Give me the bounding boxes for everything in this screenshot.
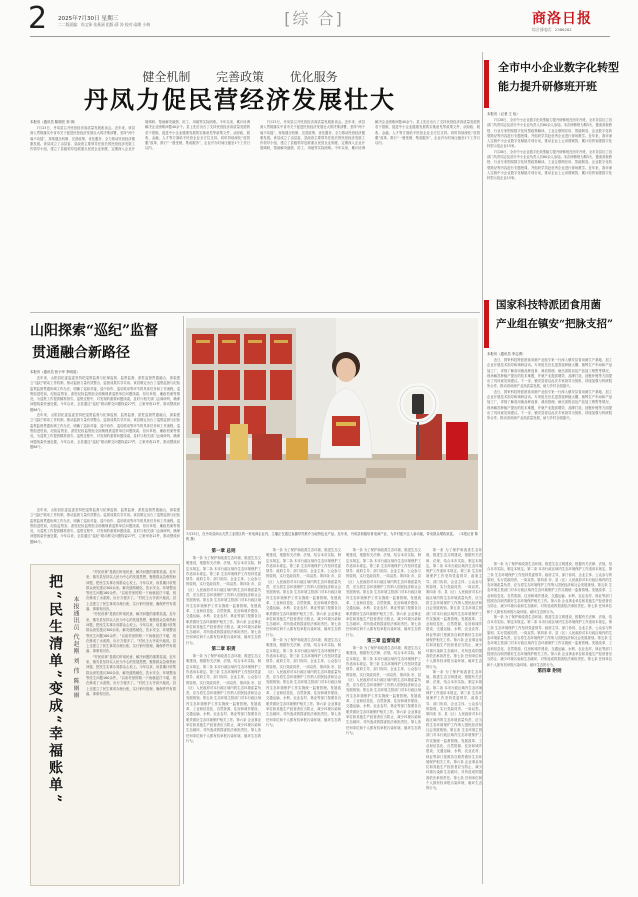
patrol-headline-line-1: 山阳探索“巡纪”监督 [30, 323, 159, 339]
regulation-text-5: 第一条 为了保护和改善生态环境，推进生态文明建设，根据有关法律、法规，结合本市实际，制定本规定。第二条 本市行政区域内生态环境保护工作适用本规定。第三条 生态环境保护工作坚持党委领导、政府主导、部门协同、企业主体、公众参与的原则，实行党政同责、一岗双责。第四条 市、县（区）人民政府对本行政区域内的生态环境质量负责，应当将生态环境保护工作纳入国民经济和社会发展规划。第五条 生态环境主管部门对本行政区域内生态环境保护工作实施统一监督管理。发展改革、工业和信息化、自然资源、住房和城乡建设、交通运输、水利、农业农村、林业等部门按照各自职责做好生态环境保护相关工作。第六条 企业事业单位和其他生产经营者应当防止、减少环境污染和生态破坏，对所造成的损害依法承担责任。第七条 任何单位和个人都有权举报污染环境、破坏生态的行为。 [346, 548, 421, 637]
section-label [270, 8, 358, 30]
right-article-1-byline: 本报讯（记者 王 怡） [487, 112, 520, 116]
regulation-col-3 [346, 548, 421, 884]
editor-line: 二二版面编：尚文锋 张燕丽 组版:薛 涛 校对:高朗 小韩 [58, 22, 151, 27]
regulation-text-4: 第一条 为了保护和改善生态环境，推进生态文明建设，根据有关法律、法规，结合本市实际，制定本规定。第二条 本市行政区域内生态环境保护工作适用本规定。第三条 生态环境保护工作坚持党委领导、政府主导、部门协同、企业主体、公众参与的原则，实行党政同责、一岗双责。第四条 市、县（区）人民政府对本行政区域内的生态环境质量负责，应当将生态环境保护工作纳入国民经济和社会发展规划。第五条 生态环境主管部门对本行政区域内生态环境保护工作实施统一监督管理。发展改革、工业和信息化、自然资源、住房和城乡建设、交通运输、水利、农业农村、林业等部门按照各自职责做好生态环境保护相关工作。第六条 企业事业单位和其他生产经营者应当防止、减少环境污染和生态破坏，对所造成的损害依法承担责任。第七条 任何单位和个人都有权举报污染环境、破坏生态的行为。 [266, 638, 341, 727]
regulation-chapter-3: 第三章 监督追责 [366, 639, 401, 645]
right-article-2-text: 近日，国家科技特派团食用菌产业组专家一行深入镇安县食用菌生产基地、加工企业开展技术指导和调研活动。专家组先后走进香菇种植大棚、菌棒生产车间和产品加工厂，详细了解食用菌品种选育、栽培管理、病虫害防治及产品加工销售等情况，现场解答种植户提出的技术难题，并就产业提质增效、品牌打造、延链补链等方面提出了具体意见和建议。下一步，镇安县将以此次专家指导为契机，持续加强与科研院所合作，推动食用菌产业高质量发展，助力乡村全面振兴。 [487, 358, 612, 389]
right-article-2-headline-line-2: 产业组在镇安“把脉支招” [496, 318, 614, 330]
regulation-text-10: 第一条 为了保护和改善生态环境，推进生态文明建设，根据有关法律、法规，结合本市实际，制定本规定。第二条 本市行政区域内生态环境保护工作适用本规定。第三条 生态环境保护工作坚持党委领导、政府主导、部门协同、企业主体、公众参与的原则，实行党政同责、一岗双责。第四条 市、县（区）人民政府对本行政区域内的生态环境质量负责，应当将生态环境保护工作纳入国民经济和社会发展规划。第五条 生态环境主管部门对本行政区域内生态环境保护工作实施统一监督管理。发展改革、工业和信息化、自然资源、住房和城乡建设、交通运输、水利、农业农村、林业等部门按照各自职责做好生态环境保护相关工作。第六条 企业事业单位和其他生产经营者应当防止、减少环境污染和生态破坏，对所造成的损害依法承担责任。第七条 任何单位和个人都有权举报污染环境、破坏生态的行为。 [487, 614, 612, 667]
regulation-text-3: 第一条 为了保护和改善生态环境，推进生态文明建设，根据有关法律、法规，结合本市实际，制定本规定。第二条 本市行政区域内生态环境保护工作适用本规定。第三条 生态环境保护工作坚持党委领导、政府主导、部门协同、企业主体、公众参与的原则，实行党政同责、一岗双责。第四条 市、县（区）人民政府对本行政区域内的生态环境质量负责，应当将生态环境保护工作纳入国民经济和社会发展规划。第五条 生态环境主管部门对本行政区域内生态环境保护工作实施统一监督管理。发展改革、工业和信息化、自然资源、住房和城乡建设、交通运输、水利、农业农村、林业等部门按照各自职责做好生态环境保护相关工作。第六条 企业事业单位和其他生产经营者应当防止、减少环境污染和生态破坏，对所造成的损害依法承担责任。第七条 任何单位和个人都有权举报污染环境、破坏生态的行为。 [266, 548, 341, 637]
regulation-chapter-1: 第一章 总则 [211, 549, 236, 554]
header-rule [30, 36, 610, 37]
section-divider-1 [30, 312, 480, 313]
paper-name: 商洛日报 [532, 11, 592, 27]
lead-body-text: 7月23日，丹凤县召开民营经济高质量发展座谈会。近年来，该县深入贯彻落实中省市关于促进民营经济发展壮大的决策部署，坚持“两个毫不动摇”，持续健全机制、完善政策、优化服务，全力推动民营经济健康发展。该县成立了由县委、县政府主要领导任组长的民营经济发展工作领导小组，建立了县级领导包联重点民营企业制度，定期深入企业开展调研，帮助解决融资、用工、用地等实际困难。今年以来，累计协调解决企业困难问题40余个。县上先后出台了支持民营经济高质量发展的若干措施、促进中小企业健康发展的实施意见等政策文件，从财政、税收、金融、人才等方面给予民营企业全方位支持。同时持续深化“放管服”改革，推行“一窗受理、集成服务”，企业开办时间压缩至1个工作日以内。 [30, 120, 250, 152]
right-article-2-headline-line-1: 国家科技特派团食用菌 [496, 299, 601, 311]
patrol-body-text-col-2: 近年来，山阳县纪委监委坚持把巡察监督与纪律监督、监察监督、派驻监督贯通融合，探索建立“巡纪”联动工作机制，推动监督力量有效整合、监督成果共享共用。该县制定出台了巡察监督与纪检监察监督贯通协调工作办法，明确了巡前对接、巡中协作、巡后联动等环节的具体任务和工作流程。巡察组进驻前，纪检监察室、派驻纪检监察组全面梳理被巡察单位问题线索、信访举报、廉政档案等情况，为巡察工作提供精准指引。巡察过程中，对发现的重要问题线索，及时与相关部门会商研判，确保问题线索快速处置。今年以来，全县通过“巡纪”联动移交问题线索27件，立案审查12件，推动整改问题86个。 [30, 508, 180, 544]
right-article-2-body [487, 352, 612, 558]
right-article-1-headline-line-1: 全市中小企业数字化转型 [498, 61, 619, 74]
right-article-1-text: 7月28日，全市中小企业数字化转型能力提升研修班在西安开班，全市各县区工信部门负责同志及部分中小企业负责人共60余人参加。本次研修班为期5天，邀请高校教授、行业专家围绕数字化转型政策解读、工业互联网应用、智能制造、企业数字化转型路径等内容进行专题授课，并组织学员赴优秀企业进行现场教学。近年来，我市深入实施中小企业数字化赋能专项行动，推动企业上云用数赋智，累计培育省级数字化转型示范企业15家。 [487, 118, 612, 149]
lead-body-text-cont: 7月23日，丹凤县召开民营经济高质量发展座谈会。近年来，该县深入贯彻落实中省市关于促进民营经济发展壮大的决策部署，坚持“两个毫不动摇”，持续健全机制、完善政策、优化服务，全力推动民营经济健康发展。该县成立了由县委、县政府主要领导任组长的民营经济发展工作领导小组，建立了县级领导包联重点民营企业制度，定期深入企业开展调研，帮助解决融资、用工、用地等实际困难。今年以来，累计协调解决企业困难问题40余个。县上先后出台了支持民营经济高质量发展的若干措施、促进中小企业健康发展的实施意见等政策文件，从财政、税收、金融、人才等方面给予民营企业全方位支持。同时持续深化“放管服”改革，推行“一窗受理、集成服务”，企业开办时间压缩至1个工作日以内。 [260, 120, 480, 151]
regulation-text-8: 第一条 为了保护和改善生态环境，推进生态文明建设，根据有关法律、法规，结合本市实际，制定本规定。第二条 本市行政区域内生态环境保护工作适用本规定。第三条 生态环境保护工作坚持党委领导、政府主导、部门协同、企业主体、公众参与的原则，实行党政同责、一岗双责。第四条 市、县（区）人民政府对本行政区域内的生态环境质量负责，应当将生态环境保护工作纳入国民经济和社会发展规划。第五条 生态环境主管部门对本行政区域内生态环境保护工作实施统一监督管理。发展改革、工业和信息化、自然资源、住房和城乡建设、交通运输、水利、农业农村、林业等部门按照各自职责做好生态环境保护相关工作。第六条 企业事业单位和其他生产经营者应当防止、减少环境污染和生态破坏，对所造成的损害依法承担责任。第七条 任何单位和个人都有权举报污染环境、破坏生态的行为。 [426, 669, 482, 791]
section-title: 综 合 [292, 9, 336, 28]
photo-illustration [186, 318, 478, 530]
regulation-col-2 [266, 548, 341, 884]
right-article-1-headline [498, 58, 618, 96]
patrol-body-text-cont: 近年来，山阳县纪委监委坚持把巡察监督与纪律监督、监察监督、派驻监督贯通融合，探索建立“巡纪”联动工作机制，推动监督力量有效整合、监督成果共享共用。该县制定出台了巡察监督与纪检监察监督贯通协调工作办法，明确了巡前对接、巡中协作、巡后联动等环节的具体任务和工作流程。巡察组进驻前，纪检监察室、派驻纪检监察组全面梳理被巡察单位问题线索、信访举报、廉政档案等情况，为巡察工作提供精准指引。巡察过程中，对发现的重要问题线索，及时与相关部门会商研判，确保问题线索快速处置。今年以来，全县通过“巡纪”联动移交问题线索27件，立案审查12件，推动整改问题86个。 [30, 413, 180, 449]
section-bracket-left: [ [284, 9, 293, 28]
right-article-2-bar [484, 300, 489, 348]
sidebar-column-author: 本报通讯员 代赵刚 刘 伟 陈丽丽 [72, 596, 79, 699]
regulation-col-5 [487, 562, 612, 884]
right-article-1-bar [484, 60, 489, 108]
patrol-headline [30, 320, 180, 364]
column-divider-1 [482, 52, 483, 884]
regulation-text-9: 第一条 为了保护和改善生态环境，推进生态文明建设，根据有关法律、法规，结合本市实际，制定本规定。第二条 本市行政区域内生态环境保护工作适用本规定。第三条 生态环境保护工作坚持党委领导、政府主导、部门协同、企业主体、公众参与的原则，实行党政同责、一岗双责。第四条 市、县（区）人民政府对本行政区域内的生态环境质量负责，应当将生态环境保护工作纳入国民经济和社会发展规划。第五条 生态环境主管部门对本行政区域内生态环境保护工作实施统一监督管理。发展改革、工业和信息化、自然资源、住房和城乡建设、交通运输、水利、农业农村、林业等部门按照各自职责做好生态环境保护相关工作。第六条 企业事业单位和其他生产经营者应当防止、减少环境污染和生态破坏，对所造成的损害依法承担责任。第七条 任何单位和个人都有权举报污染环境、破坏生态的行为。 [487, 562, 612, 614]
lead-body [30, 120, 480, 308]
page-number: 2 [28, 1, 48, 36]
right-article-2-headline [496, 296, 620, 334]
patrol-body-col-2 [30, 508, 180, 556]
regulation-col-4 [426, 548, 482, 884]
date-line: 2025年7月30日 星期三 [58, 16, 119, 22]
right-article-1-text-cont: 7月28日，全市中小企业数字化转型能力提升研修班在西安开班，全市各县区工信部门负责同志及部分中小企业负责人共60余人参加。本次研修班为期5天，邀请高校教授、行业专家围绕数字化转型政策解读、工业互联网应用、智能制造、企业数字化转型路径等内容进行专题授课，并组织学员赴优秀企业进行现场教学。近年来，我市深入实施中小企业数字化赋能专项行动，推动企业上云用数赋智，累计培育省级数字化转型示范企业15家。 [487, 149, 612, 181]
right-article-1-headline-line-2: 能力提升研修班开班 [498, 80, 597, 93]
kicker-1: 健全机制 [142, 70, 191, 84]
kicker-3: 优化服务 [289, 70, 338, 84]
patrol-headline-line-2: 贯通融合新路径 [32, 345, 130, 361]
regulation-text-6: 第一条 为了保护和改善生态环境，推进生态文明建设，根据有关法律、法规，结合本市实际，制定本规定。第二条 本市行政区域内生态环境保护工作适用本规定。第三条 生态环境保护工作坚持党委领导、政府主导、部门协同、企业主体、公众参与的原则，实行党政同责、一岗双责。第四条 市、县（区）人民政府对本行政区域内的生态环境质量负责，应当将生态环境保护工作纳入国民经济和社会发展规划。第五条 生态环境主管部门对本行政区域内生态环境保护工作实施统一监督管理。发展改革、工业和信息化、自然资源、住房和城乡建设、交通运输、水利、农业农村、林业等部门按照各自职责做好生态环境保护相关工作。第六条 企业事业单位和其他生产经营者应当防止、减少环境污染和生态破坏，对所造成的损害依法承担责任。第七条 任何单位和个人都有权举报污染环境、破坏生态的行为。 [346, 646, 421, 735]
sidebar-column-title: 把“民生清单”变成“幸福账单” [47, 574, 63, 806]
photo-caption-text: 7月25日，在丹凤县商山天然工业园区的一家电商企业内，主播正在通过直播带货推介当地特色农产品。近年来，丹凤县积极培育电商产业，为乡村振兴注入新动能，带动群众增收致富。 [186, 532, 457, 536]
patrol-body-text: 近年来，山阳县纪委监委坚持把巡察监督与纪律监督、监察监督、派驻监督贯通融合，探索建立“巡纪”联动工作机制，推动监督力量有效整合、监督成果共享共用。该县制定出台了巡察监督与纪检监察监督贯通协调工作办法，明确了巡前对接、巡中协作、巡后联动等环节的具体任务和工作流程。巡察组进驻前，纪检监察室、派驻纪检监察组全面梳理被巡察单位问题线索、信访举报、廉政档案等情况，为巡察工作提供精准指引。巡察过程中，对发现的重要问题线索，及时与相关部门会商研判，确保问题线索快速处置。今年以来，全县通过“巡纪”联动移交问题线索27件，立案审查12件，推动整改问题86个。 [30, 376, 180, 412]
lead-headline: 丹凤力促民营经济发展壮大 [84, 85, 396, 114]
sidebar-column-body [86, 570, 176, 882]
right-article-1-body [487, 112, 612, 292]
lead-kicker [110, 68, 370, 85]
sidebar-column-text: “村民说事”是我们听取民意、解决问题的重要渠道。近年来，镇安县坚持以人民为中心的发展思想，聚焦群众急难愁盼问题，把民生实事办到群众心坎上。今年以来，该县累计收集群众意见建议300余条，解决道路硬化、饮水安全、环境整治等民生问题160余件。“以前村里的路一下雨就泥泞不堪，现在修成了水泥路，出行方便多了。”村民王大爷高兴地说。县上还建立了民生事项办理台账，实行销号管理，确保件件有着落、事事有回音。 [86, 570, 176, 612]
regulation-col-1 [186, 548, 261, 884]
sidebar-column-text-cont: “村民说事”是我们听取民意、解决问题的重要渠道。近年来，镇安县坚持以人民为中心的发展思想，聚焦群众急难愁盼问题，把民生实事办到群众心坎上。今年以来，该县累计收集群众意见建议300余条，解决道路硬化、饮水安全、环境整治等民生问题160余件。“以前村里的路一下雨就泥泞不堪，现在修成了水泥路，出行方便多了。”村民王大爷高兴地说。县上还建立了民生事项办理台账，实行销号管理，确保件件有着落、事事有回音。 [86, 612, 176, 654]
section-bracket-right: ] [335, 9, 344, 28]
hotline-line: 综合部电话：2386282 [532, 27, 572, 32]
news-photo [186, 318, 478, 530]
patrol-byline: 本报讯（通讯员 张小华 李明清） [30, 370, 80, 374]
lead-byline: 本报讯（通讯员 陈刚亮 刘 琪） [30, 120, 78, 124]
right-article-2-text-cont: 近日，国家科技特派团食用菌产业组专家一行深入镇安县食用菌生产基地、加工企业开展技术指导和调研活动。专家组先后走进香菇种植大棚、菌棒生产车间和产品加工厂，详细了解食用菌品种选育、栽培管理、病虫害防治及产品加工销售等情况，现场解答种植户提出的技术难题，并就产业提质增效、品牌打造、延链补链等方面提出了具体意见和建议。下一步，镇安县将以此次专家指导为契机，持续加强与科研院所合作，推动食用菌产业高质量发展，助力乡村全面振兴。 [487, 389, 612, 421]
right-article-2-byline: 本报讯（通讯员 李志勇） [487, 352, 526, 356]
regulation-text-7: 第一条 为了保护和改善生态环境，推进生态文明建设，根据有关法律、法规，结合本市实际，制定本规定。第二条 本市行政区域内生态环境保护工作适用本规定。第三条 生态环境保护工作坚持党委领导、政府主导、部门协同、企业主体、公众参与的原则，实行党政同责、一岗双责。第四条 市、县（区）人民政府对本行政区域内的生态环境质量负责，应当将生态环境保护工作纳入国民经济和社会发展规划。第五条 生态环境主管部门对本行政区域内生态环境保护工作实施统一监督管理。发展改革、工业和信息化、自然资源、住房和城乡建设、交通运输、水利、农业农村、林业等部门按照各自职责做好生态环境保护相关工作。第六条 企业事业单位和其他生产经营者应当防止、减少环境污染和生态破坏，对所造成的损害依法承担责任。第七条 任何单位和个人都有权举报污染环境、破坏生态的行为。 [426, 548, 482, 669]
regulation-text-1: 第一条 为了保护和改善生态环境，推进生态文明建设，根据有关法律、法规，结合本市实际，制定本规定。第二条 本市行政区域内生态环境保护工作适用本规定。第三条 生态环境保护工作坚持党委领导、政府主导、部门协同、企业主体、公众参与的原则，实行党政同责、一岗双责。第四条 市、县（区）人民政府对本行政区域内的生态环境质量负责，应当将生态环境保护工作纳入国民经济和社会发展规划。第五条 生态环境主管部门对本行政区域内生态环境保护工作实施统一监督管理。发展改革、工业和信息化、自然资源、住房和城乡建设、交通运输、水利、农业农村、林业等部门按照各自职责做好生态环境保护相关工作。第六条 企业事业单位和其他生产经营者应当防止、减少环境污染和生态破坏，对所造成的损害依法承担责任。第七条 任何单位和个人都有权举报污染环境、破坏生态的行为。 [186, 556, 261, 645]
patrol-body [30, 370, 180, 505]
regulation-chapter-4: 第四章 附则 [537, 668, 562, 674]
photo-caption [186, 532, 478, 542]
column-divider-2 [183, 316, 184, 884]
sidebar-column-text-cont-2: “村民说事”是我们听取民意、解决问题的重要渠道。近年来，镇安县坚持以人民为中心的发展思想，聚焦群众急难愁盼问题，把民生实事办到群众心坎上。今年以来，该县累计收集群众意见建议300余条，解决道路硬化、饮水安全、环境整治等民生问题160余件。“以前村里的路一下雨就泥泞不堪，现在修成了水泥路，出行方便多了。”村民王大爷高兴地说。县上还建立了民生事项办理台账，实行销号管理，确保件件有着落、事事有回音。 [86, 654, 176, 696]
regulation-text-2: 第一条 为了保护和改善生态环境，推进生态文明建设，根据有关法律、法规，结合本市实际，制定本规定。第二条 本市行政区域内生态环境保护工作适用本规定。第三条 生态环境保护工作坚持党委领导、政府主导、部门协同、企业主体、公众参与的原则，实行党政同责、一岗双责。第四条 市、县（区）人民政府对本行政区域内的生态环境质量负责，应当将生态环境保护工作纳入国民经济和社会发展规划。第五条 生态环境主管部门对本行政区域内生态环境保护工作实施统一监督管理。发展改革、工业和信息化、自然资源、住房和城乡建设、交通运输、水利、农业农村、林业等部门按照各自职责做好生态环境保护相关工作。第六条 企业事业单位和其他生产经营者应当防止、减少环境污染和生态破坏，对所造成的损害依法承担责任。第七条 任何单位和个人都有权举报污染环境、破坏生态的行为。 [186, 654, 261, 743]
kicker-2: 完善政策 [215, 70, 264, 84]
page-header [0, 0, 638, 38]
photo-credit: （本报记者 陈锐 摄） [186, 532, 478, 541]
regulation-chapter-2: 第二章 职责 [211, 647, 236, 653]
